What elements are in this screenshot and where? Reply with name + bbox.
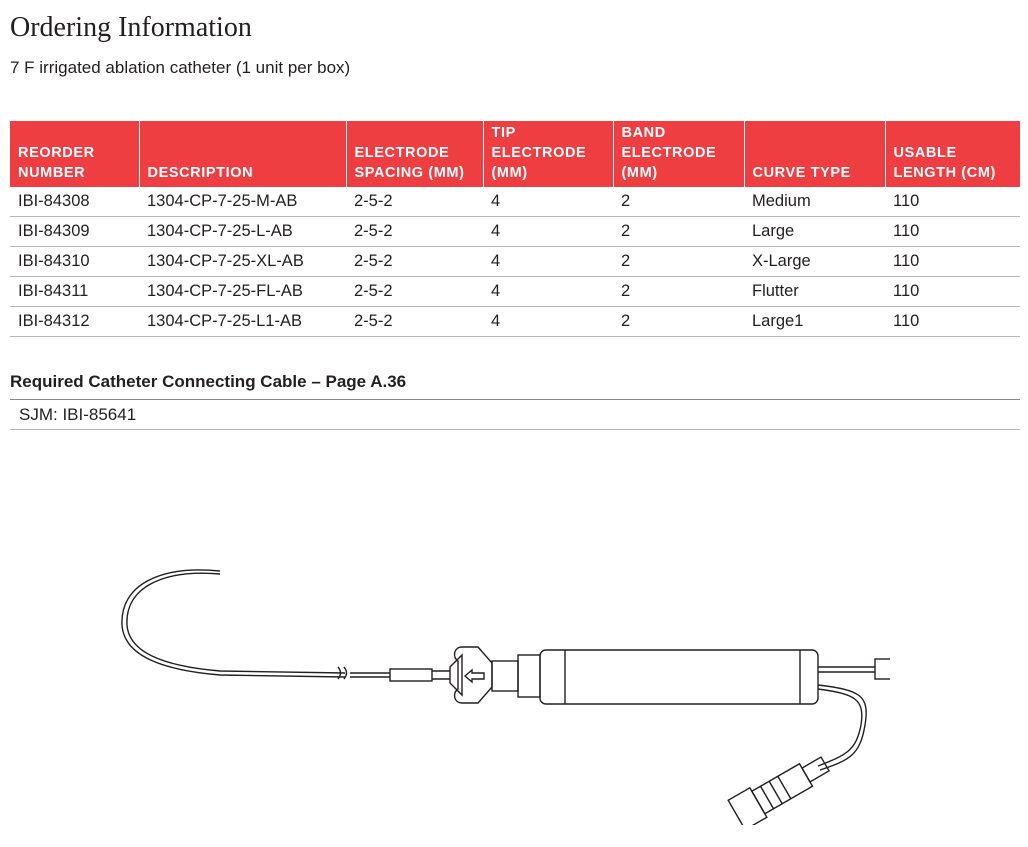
- page-subtitle: 7 F irrigated ablation catheter (1 unit per box): [10, 58, 351, 77]
- column-header-line: LENGTH (CM): [893, 165, 996, 181]
- cable-value: SJM: IBI-85641: [19, 405, 137, 424]
- table-cell: 110: [885, 277, 1020, 307]
- table-cell: 2-5-2: [346, 247, 483, 277]
- table-row: [10, 247, 1020, 277]
- table-cell: 110: [885, 217, 1020, 247]
- column-header: [346, 121, 483, 187]
- column-header-line: ELECTRODE: [354, 145, 450, 161]
- column-header: [744, 121, 885, 187]
- table-cell: IBI-84312: [10, 307, 139, 337]
- column-header: [613, 121, 744, 187]
- column-header-line: SPACING (MM): [354, 165, 465, 181]
- catheter-illustration-icon: [100, 555, 890, 825]
- page-title: Ordering Information: [10, 12, 252, 43]
- table-cell: 4: [483, 247, 613, 277]
- column-header-line: ELECTRODE: [491, 145, 587, 161]
- table-cell: 110: [885, 187, 1020, 217]
- table-cell: Flutter: [744, 277, 885, 307]
- column-header-line: CURVE TYPE: [752, 165, 851, 181]
- table-cell: 2: [613, 187, 744, 217]
- table-cell: 110: [885, 307, 1020, 337]
- table-cell: 4: [483, 277, 613, 307]
- column-header-line: NUMBER: [18, 165, 86, 181]
- divider: [10, 399, 1020, 400]
- table-cell: Large1: [744, 307, 885, 337]
- column-header-line: TIP: [491, 125, 516, 141]
- table-cell: 1304-CP-7-25-L-AB: [139, 217, 346, 247]
- column-header-line: BAND: [621, 125, 666, 141]
- table-body: [10, 187, 1020, 337]
- table-row: [10, 277, 1020, 307]
- table-cell: 1304-CP-7-25-FL-AB: [139, 277, 346, 307]
- table-cell: 2-5-2: [346, 277, 483, 307]
- table-row: [10, 217, 1020, 247]
- table-cell: IBI-84309: [10, 217, 139, 247]
- table-header-row: [10, 121, 1020, 187]
- table-row: [10, 187, 1020, 217]
- table-cell: Medium: [744, 187, 885, 217]
- table-cell: 2: [613, 217, 744, 247]
- divider: [10, 429, 1020, 430]
- column-header: [139, 121, 346, 187]
- table-cell: 1304-CP-7-25-XL-AB: [139, 247, 346, 277]
- column-header: [885, 121, 1020, 187]
- table-cell: 2-5-2: [346, 307, 483, 337]
- table-cell: 2: [613, 277, 744, 307]
- column-header-line: REORDER: [18, 145, 95, 161]
- table-cell: 2: [613, 247, 744, 277]
- column-header-line: USABLE: [893, 145, 957, 161]
- table-cell: 2-5-2: [346, 217, 483, 247]
- table-cell: 4: [483, 187, 613, 217]
- column-header: [10, 121, 139, 187]
- table-cell: 2-5-2: [346, 187, 483, 217]
- table-cell: 1304-CP-7-25-M-AB: [139, 187, 346, 217]
- table-cell: 4: [483, 307, 613, 337]
- table-cell: 2: [613, 307, 744, 337]
- column-header: [483, 121, 613, 187]
- table-cell: IBI-84311: [10, 277, 139, 307]
- column-header-line: DESCRIPTION: [147, 165, 254, 181]
- table-cell: X-Large: [744, 247, 885, 277]
- table-cell: Large: [744, 217, 885, 247]
- table-cell: IBI-84308: [10, 187, 139, 217]
- column-header-line: (MM): [491, 165, 528, 181]
- table-cell: 1304-CP-7-25-L1-AB: [139, 307, 346, 337]
- ordering-table: [10, 121, 1020, 337]
- table-cell: 4: [483, 217, 613, 247]
- table-row: [10, 307, 1020, 337]
- table-cell: IBI-84310: [10, 247, 139, 277]
- table-cell: 110: [885, 247, 1020, 277]
- column-header-line: ELECTRODE: [621, 145, 717, 161]
- column-header-line: (MM): [621, 165, 658, 181]
- cable-heading: Required Catheter Connecting Cable – Page A.36: [10, 372, 407, 391]
